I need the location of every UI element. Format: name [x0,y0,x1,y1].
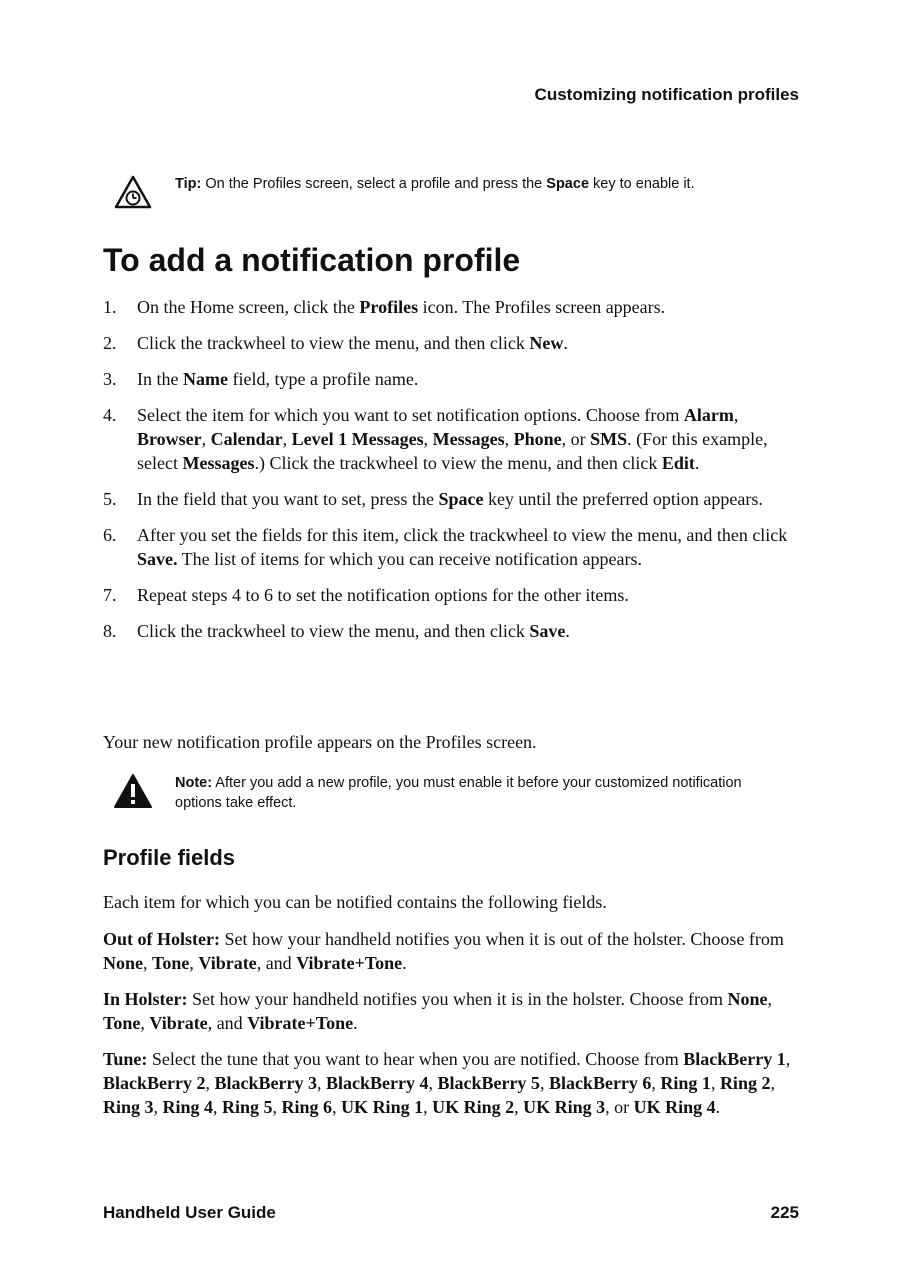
running-header: Customizing notification profiles [534,85,799,104]
note-text: Note: After you add a new profile, you must enable it before your customized notification options take effect. [175,775,742,811]
section-heading: Profile fields [103,845,236,870]
list-item: 1. On the Home screen, click the Profiles icon. The Profiles screen appears. [103,297,666,317]
intro-paragraph: Each item for which you can be notified contains the following fields. [103,892,607,912]
steps-list [103,295,803,655]
tip-text: Tip: On the Profiles screen, select a profile and press the Space key to enable it. [175,176,695,192]
list-item: 8. Click the trackwheel to view the menu, and then click Save. [103,621,570,641]
list-item: 7. Repeat steps 4 to 6 to set the notification options for the other items. [103,585,629,605]
in-holster-paragraph: In Holster: Set how your handheld notifies you when it is in the holster. Choose from None, Tone, Vibrate, and Vibrate+Tone. [103,989,772,1033]
clock-warning-icon [113,174,153,210]
page-number: 225 [770,1203,799,1222]
tip-callout [113,174,755,210]
out-of-holster-paragraph: Out of Holster: Set how your handheld notifies you when it is out of the holster. Choose from None, Tone, Vibrate, and Vibrate+Tone. [103,929,784,973]
tune-paragraph: Tune: Select the tune that you want to hear when you are notified. Choose from BlackBerry 1, BlackBerry 2, BlackBerry 3, BlackBerry 4, BlackBerry 5, BlackBerry 6, Ring 1, Ring 2, Ring 3, Ring 4, Ring 5, Ring 6, UK Ring 1, UK Ring 2, UK Ring 3, or UK Ring 4. [103,1049,791,1117]
result-paragraph: Your new notification profile appears on the Profiles screen. [103,732,537,752]
list-item: 3. In the Name field, type a profile name. [103,369,419,389]
page-title: To add a notification profile [103,242,521,278]
warning-icon [113,773,153,809]
list-item: 2. Click the trackwheel to view the menu, and then click New. [103,333,568,353]
list-item: 6. After you set the fields for this item, click the trackwheel to view the menu, and then click Save. The list of items for which you can receive notification appears. [103,525,788,569]
note-callout [113,773,755,813]
list-item: 4. Select the item for which you want to set notification options. Choose from Alarm, Browser, Calendar, Level 1 Messages, Messages, Phone, or SMS. (For this example, select Messages.) Click the trackwheel to view the menu, and then click Edit. [103,405,768,473]
list-item: 5. In the field that you want to set, press the Space key until the preferred option appears. [103,489,763,509]
footer-guide-title: Handheld User Guide [103,1203,276,1222]
